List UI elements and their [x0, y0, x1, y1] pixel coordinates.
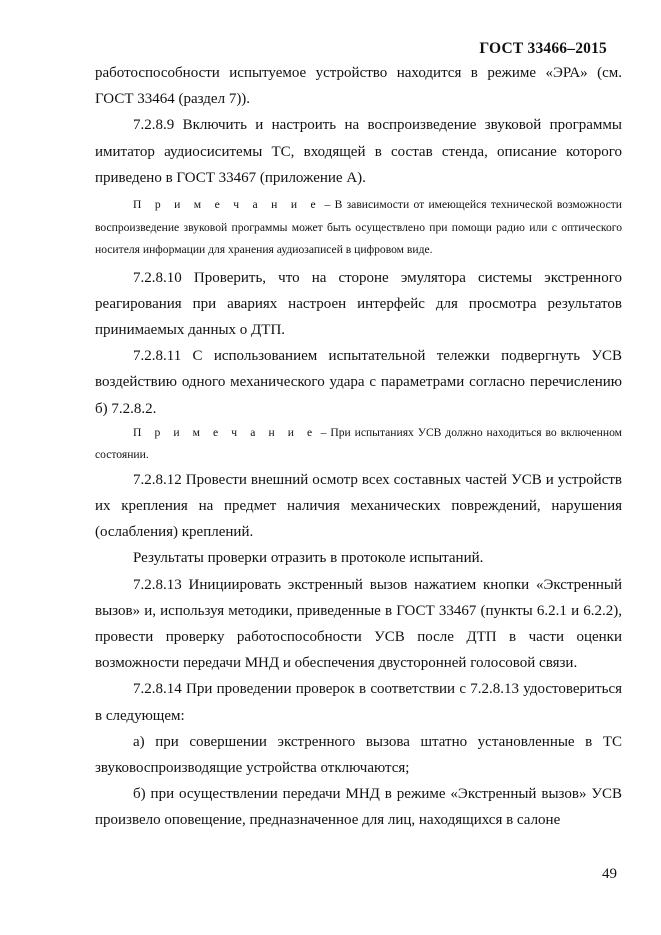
document-header: ГОСТ 33466–2015 — [479, 40, 607, 57]
note-2 — [95, 422, 622, 467]
note-text: – При испытаниях УСВ должно находиться во включенном состоянии. — [95, 425, 623, 462]
note-label: П р и м е ч а н и е — [133, 198, 321, 212]
list-item-b: б) при осуществлении передачи МНД в режиме «Экстренный вызов» УСВ произвело оповещение, предназначенное для лиц, находящихся в салоне — [95, 786, 622, 829]
clause-7-2-8-11: 7.2.8.11 С использованием испытательной тележки подвергнуть УСВ воздействию одного механического удара с параметрами согласно перечислению б) 7.2.8.2. — [95, 348, 622, 417]
note-label: П р и м е ч а н и е — [133, 425, 317, 439]
list-item-a: а) при совершении экстренного вызова штатно установленные в ТС звуковоспроизводящие устройства отключаются; — [95, 733, 622, 776]
page-number: 49 — [602, 866, 617, 882]
clause-7-2-8-12: 7.2.8.12 Провести внешний осмотр всех составных частей УСВ и устройств их крепления на предмет наличия механических повреждений, нарушения (ослабления) креплений. — [95, 471, 622, 541]
paragraph-continuation: работоспособности испытуемое устройство находится в режиме «ЭРА» (см. ГОСТ 33464 (раздел 7)). — [95, 65, 622, 108]
clause-7-2-8-13: 7.2.8.13 Инициировать экстренный вызов нажатием кнопки «Экстренный вызов» и, используя методики, приведенные в ГОСТ 33467 (пункты 6.2.1 и 6.2.2), провести проверку работоспособности УСВ после ДТП в части оценки возможности передачи МНД и обеспечения двусторонней голосовой связи. — [95, 576, 622, 672]
note-text: – В зависимости от имеющейся технической возможности воспроизведение звуковой программы может быть осуществлено при помощи радио или с оптического носителя информации для хранения аудиозаписей в цифровом виде. — [95, 198, 622, 257]
clause-7-2-8-9: 7.2.8.9 Включить и настроить на воспроизведение звуковой программы имитатор аудиосиситемы ТС, входящей в состав стенда, описание которого приведено в ГОСТ 33467 (приложение А). — [95, 117, 622, 186]
document-body — [95, 60, 622, 834]
clause-7-2-8-10: 7.2.8.10 Проверить, что на стороне эмулятора системы экстренного реагирования при авариях настроен интерфейс для просмотра результатов принимаемых данных о ДТП. — [95, 269, 622, 338]
note-1 — [95, 194, 622, 262]
clause-7-2-8-14: 7.2.8.14 При проведении проверок в соответствии с 7.2.8.13 удостовериться в следующем: — [95, 681, 622, 724]
results-paragraph: Результаты проверки отразить в протоколе испытаний. — [133, 550, 484, 567]
